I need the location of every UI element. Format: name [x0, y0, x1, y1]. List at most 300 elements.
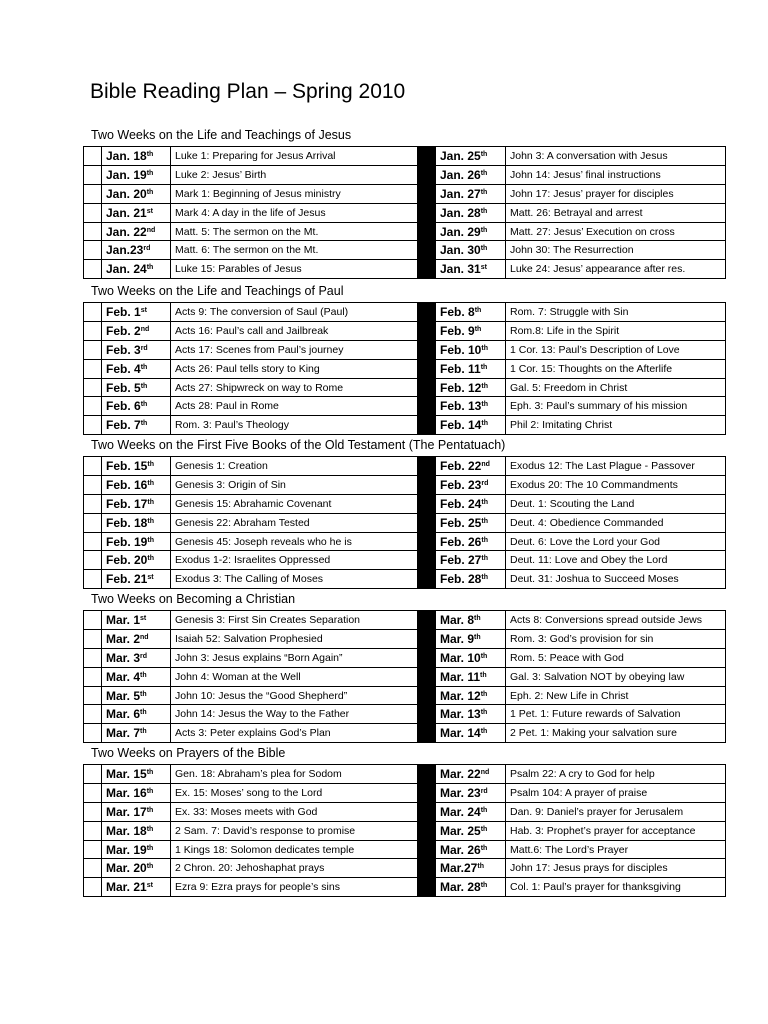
- left-reading-cell: Rom. 3: Paul’s Theology: [171, 416, 418, 435]
- left-reading-cell: Exodus 3: The Calling of Moses: [171, 570, 418, 589]
- left-date-cell: [102, 260, 171, 279]
- date-text: Feb. 27: [440, 553, 482, 568]
- spacer-cell: [84, 457, 102, 476]
- date-text: Feb. 7: [106, 418, 141, 433]
- reading-table: [83, 146, 726, 279]
- date-text: Feb. 3: [106, 342, 141, 357]
- left-date-cell: [102, 783, 171, 802]
- date-text: Mar. 23: [440, 785, 481, 800]
- spacer-cell: [84, 686, 102, 705]
- date-text: Mar. 15: [106, 766, 147, 781]
- table-row: [84, 686, 726, 705]
- divider-cell: [418, 165, 436, 184]
- divider-cell: [418, 629, 436, 648]
- left-reading-cell: 2 Chron. 20: Jehoshaphat prays: [171, 859, 418, 878]
- spacer-cell: [84, 513, 102, 532]
- date-text: Feb. 14: [440, 418, 482, 433]
- table-row: [84, 184, 726, 203]
- divider-cell: [418, 494, 436, 513]
- spacer-cell: [84, 260, 102, 279]
- right-date-cell: [436, 802, 506, 821]
- right-reading-cell: Eph. 3: Paul’s summary of his mission: [506, 397, 726, 416]
- spacer-cell: [84, 359, 102, 378]
- left-date-cell: [102, 802, 171, 821]
- right-date-cell: [436, 359, 506, 378]
- right-reading-cell: John 30: The Resurrection: [506, 241, 726, 260]
- spacer-cell: [84, 165, 102, 184]
- left-date-cell: [102, 648, 171, 667]
- date-suffix: th: [474, 614, 481, 622]
- left-date-cell: [102, 705, 171, 724]
- divider-cell: [418, 184, 436, 203]
- date-suffix: th: [480, 245, 488, 253]
- left-reading-cell: Acts 9: The conversion of Saul (Paul): [171, 303, 418, 322]
- right-reading-cell: Col. 1: Paul’s prayer for thanksgiving: [506, 878, 726, 897]
- divider-cell: [418, 513, 436, 532]
- date-suffix: th: [480, 188, 488, 196]
- spacer-cell: [84, 611, 102, 630]
- divider-cell: [418, 840, 436, 859]
- table-row: [84, 840, 726, 859]
- date-suffix: rd: [480, 787, 488, 795]
- spacer-cell: [84, 203, 102, 222]
- date-suffix: rd: [481, 479, 489, 487]
- date-text: Mar. 12: [440, 688, 481, 703]
- date-text: Feb. 21: [106, 572, 148, 587]
- right-date-cell: [436, 765, 506, 784]
- right-reading-cell: Matt. 27: Jesus’ Execution on cross: [506, 222, 726, 241]
- date-suffix: th: [480, 806, 488, 814]
- right-date-cell: [436, 241, 506, 260]
- date-text: Mar. 4: [106, 669, 141, 684]
- right-date-cell: [436, 705, 506, 724]
- date-text: Mar. 21: [106, 880, 147, 895]
- table-row: [84, 260, 726, 279]
- date-suffix: th: [481, 536, 488, 544]
- right-reading-cell: John 3: A conversation with Jesus: [506, 147, 726, 166]
- spacer-cell: [84, 783, 102, 802]
- table-row: [84, 802, 726, 821]
- left-date-cell: [102, 667, 171, 686]
- table-row: [84, 570, 726, 589]
- reading-table: [83, 302, 726, 435]
- date-suffix: st: [480, 264, 487, 272]
- right-reading-cell: Psalm 104: A prayer of praise: [506, 783, 726, 802]
- reading-table: [83, 456, 726, 589]
- date-suffix: th: [481, 344, 488, 352]
- table-row: [84, 648, 726, 667]
- date-text: Jan.23: [106, 243, 144, 258]
- spacer-cell: [84, 494, 102, 513]
- spacer-cell: [84, 878, 102, 897]
- right-reading-cell: Deut. 1: Scouting the Land: [506, 494, 726, 513]
- right-date-cell: [436, 686, 506, 705]
- divider-cell: [418, 147, 436, 166]
- left-reading-cell: Matt. 6: The sermon on the Mt.: [171, 241, 418, 260]
- date-text: Feb. 17: [106, 496, 148, 511]
- right-date-cell: [436, 457, 506, 476]
- spacer-cell: [84, 340, 102, 359]
- left-date-cell: [102, 570, 171, 589]
- left-date-cell: [102, 551, 171, 570]
- right-date-cell: [436, 611, 506, 630]
- left-date-cell: [102, 203, 171, 222]
- date-suffix: th: [140, 382, 148, 390]
- table-row: [84, 859, 726, 878]
- date-text: Feb. 4: [106, 361, 141, 376]
- date-text: Jan. 29: [440, 224, 481, 239]
- right-reading-cell: Acts 8: Conversions spread outside Jews: [506, 611, 726, 630]
- divider-cell: [418, 878, 436, 897]
- right-reading-cell: Exodus 12: The Last Plague - Passover: [506, 457, 726, 476]
- right-reading-cell: John 14: Jesus’ final instructions: [506, 165, 726, 184]
- left-date-cell: [102, 532, 171, 551]
- date-text: Mar. 22: [440, 766, 481, 781]
- date-suffix: th: [480, 671, 487, 679]
- date-suffix: th: [480, 226, 488, 234]
- right-date-cell: [436, 570, 506, 589]
- table-row: [84, 705, 726, 724]
- right-date-cell: [436, 551, 506, 570]
- date-suffix: st: [140, 614, 147, 622]
- table-row: [84, 494, 726, 513]
- spacer-cell: [84, 378, 102, 397]
- right-reading-cell: Exodus 20: The 10 Commandments: [506, 475, 726, 494]
- right-reading-cell: 2 Pet. 1: Making your salvation sure: [506, 724, 726, 743]
- table-row: [84, 667, 726, 686]
- divider-cell: [418, 611, 436, 630]
- spacer-cell: [84, 551, 102, 570]
- date-text: Feb. 15: [106, 458, 148, 473]
- section-heading: Two Weeks on Becoming a Christian: [91, 592, 296, 606]
- date-text: Feb. 13: [440, 399, 482, 414]
- left-reading-cell: John 10: Jesus the “Good Shepherd”: [171, 686, 418, 705]
- right-reading-cell: Eph. 2: New Life in Christ: [506, 686, 726, 705]
- spacer-cell: [84, 241, 102, 260]
- date-text: Feb. 26: [440, 534, 482, 549]
- table-row: [84, 378, 726, 397]
- spacer-cell: [84, 724, 102, 743]
- date-suffix: th: [480, 207, 488, 215]
- left-reading-cell: John 4: Woman at the Well: [171, 667, 418, 686]
- date-text: Mar. 1: [106, 612, 141, 627]
- date-text: Jan. 24: [106, 262, 147, 277]
- left-date-cell: [102, 416, 171, 435]
- table-row: [84, 513, 726, 532]
- left-reading-cell: Acts 16: Paul’s call and Jailbreak: [171, 321, 418, 340]
- left-reading-cell: Mark 1: Beginning of Jesus ministry: [171, 184, 418, 203]
- date-suffix: nd: [140, 325, 150, 333]
- date-suffix: th: [140, 709, 147, 717]
- right-date-cell: [436, 321, 506, 340]
- left-reading-cell: Acts 27: Shipwreck on way to Rome: [171, 378, 418, 397]
- date-text: Feb. 5: [106, 380, 141, 395]
- date-text: Jan. 26: [440, 167, 481, 182]
- left-reading-cell: Ezra 9: Ezra prays for people’s sins: [171, 878, 418, 897]
- date-text: Feb. 16: [106, 477, 148, 492]
- date-suffix: th: [480, 882, 488, 890]
- table-row: [84, 457, 726, 476]
- spacer-cell: [84, 840, 102, 859]
- table-row: [84, 165, 726, 184]
- section-heading: Two Weeks on the Life and Teachings of Paul: [91, 284, 344, 298]
- left-date-cell: [102, 821, 171, 840]
- left-reading-cell: Exodus 1-2: Israelites Oppressed: [171, 551, 418, 570]
- right-date-cell: [436, 416, 506, 435]
- left-reading-cell: Genesis 45: Joseph reveals who he is: [171, 532, 418, 551]
- date-text: Feb. 10: [440, 342, 482, 357]
- divider-cell: [418, 203, 436, 222]
- left-date-cell: [102, 765, 171, 784]
- date-suffix: th: [140, 728, 147, 736]
- spacer-cell: [84, 765, 102, 784]
- left-reading-cell: Isaiah 52: Salvation Prophesied: [171, 629, 418, 648]
- date-suffix: th: [477, 863, 484, 871]
- divider-cell: [418, 667, 436, 686]
- date-suffix: th: [147, 498, 154, 506]
- divider-cell: [418, 532, 436, 551]
- divider-cell: [418, 783, 436, 802]
- spacer-cell: [84, 303, 102, 322]
- right-date-cell: [436, 222, 506, 241]
- date-text: Feb. 1: [106, 304, 141, 319]
- date-suffix: nd: [140, 633, 149, 641]
- date-text: Feb. 11: [440, 361, 481, 376]
- right-reading-cell: 1 Pet. 1: Future rewards of Salvation: [506, 705, 726, 724]
- divider-cell: [418, 821, 436, 840]
- date-suffix: th: [146, 264, 154, 272]
- date-text: Mar. 11: [440, 669, 481, 684]
- left-date-cell: [102, 859, 171, 878]
- spacer-cell: [84, 705, 102, 724]
- left-date-cell: [102, 378, 171, 397]
- left-reading-cell: Luke 15: Parables of Jesus: [171, 260, 418, 279]
- date-suffix: th: [147, 460, 154, 468]
- date-suffix: th: [480, 825, 488, 833]
- divider-cell: [418, 303, 436, 322]
- date-text: Jan. 18: [106, 148, 147, 163]
- left-reading-cell: 1 Kings 18: Solomon dedicates temple: [171, 840, 418, 859]
- spacer-cell: [84, 667, 102, 686]
- right-date-cell: [436, 184, 506, 203]
- right-reading-cell: Deut. 31: Joshua to Succeed Moses: [506, 570, 726, 589]
- date-suffix: nd: [146, 226, 156, 234]
- left-date-cell: [102, 397, 171, 416]
- right-date-cell: [436, 513, 506, 532]
- date-suffix: th: [147, 517, 154, 525]
- left-reading-cell: Genesis 3: First Sin Creates Separation: [171, 611, 418, 630]
- date-text: Jan. 22: [106, 224, 147, 239]
- left-reading-cell: Genesis 15: Abrahamic Covenant: [171, 494, 418, 513]
- left-date-cell: [102, 686, 171, 705]
- right-date-cell: [436, 629, 506, 648]
- divider-cell: [418, 359, 436, 378]
- right-reading-cell: Rom. 3: God’s provision for sin: [506, 629, 726, 648]
- spacer-cell: [84, 532, 102, 551]
- date-suffix: th: [140, 690, 147, 698]
- divider-cell: [418, 570, 436, 589]
- left-reading-cell: Acts 3: Peter explains God’s Plan: [171, 724, 418, 743]
- right-date-cell: [436, 821, 506, 840]
- date-suffix: st: [146, 882, 153, 890]
- table-row: [84, 532, 726, 551]
- right-date-cell: [436, 859, 506, 878]
- divider-cell: [418, 457, 436, 476]
- left-reading-cell: 2 Sam. 7: David’s response to promise: [171, 821, 418, 840]
- right-reading-cell: Matt.6: The Lord’s Prayer: [506, 840, 726, 859]
- date-text: Mar.27: [440, 861, 478, 876]
- date-text: Jan. 20: [106, 186, 147, 201]
- date-text: Mar. 17: [106, 804, 147, 819]
- date-suffix: th: [474, 633, 481, 641]
- date-text: Mar. 9: [440, 631, 475, 646]
- date-text: Mar. 13: [440, 707, 481, 722]
- left-reading-cell: Ex. 15: Moses’ song to the Lord: [171, 783, 418, 802]
- section-heading: Two Weeks on the First Five Books of the Old Testament (The Pentatuach): [91, 438, 506, 452]
- date-text: Mar. 8: [440, 612, 475, 627]
- date-suffix: th: [147, 479, 154, 487]
- left-reading-cell: Genesis 22: Abraham Tested: [171, 513, 418, 532]
- right-date-cell: [436, 494, 506, 513]
- table-row: [84, 551, 726, 570]
- date-suffix: nd: [481, 460, 490, 468]
- right-reading-cell: Matt. 26: Betrayal and arrest: [506, 203, 726, 222]
- date-text: Mar. 20: [106, 861, 147, 876]
- left-date-cell: [102, 147, 171, 166]
- date-suffix: th: [147, 555, 154, 563]
- date-suffix: th: [480, 652, 488, 660]
- left-date-cell: [102, 457, 171, 476]
- date-suffix: th: [146, 825, 154, 833]
- date-text: Mar. 7: [106, 726, 141, 741]
- right-date-cell: [436, 397, 506, 416]
- divider-cell: [418, 340, 436, 359]
- date-text: Mar. 28: [440, 880, 481, 895]
- left-date-cell: [102, 611, 171, 630]
- right-reading-cell: Rom. 7: Struggle with Sin: [506, 303, 726, 322]
- date-text: Feb. 8: [440, 304, 475, 319]
- table-row: [84, 203, 726, 222]
- date-suffix: th: [140, 420, 148, 428]
- spacer-cell: [84, 184, 102, 203]
- page-title: Bible Reading Plan – Spring 2010: [90, 80, 406, 103]
- spacer-cell: [84, 570, 102, 589]
- date-text: Feb. 18: [106, 515, 148, 530]
- date-suffix: th: [146, 768, 154, 776]
- table-row: [84, 321, 726, 340]
- divider-cell: [418, 765, 436, 784]
- right-date-cell: [436, 532, 506, 551]
- date-text: Jan. 21: [106, 205, 147, 220]
- date-text: Feb. 2: [106, 323, 141, 338]
- date-suffix: th: [481, 498, 488, 506]
- date-text: Feb. 6: [106, 399, 141, 414]
- right-reading-cell: Deut. 6: Love the Lord your God: [506, 532, 726, 551]
- right-reading-cell: Deut. 11: Love and Obey the Lord: [506, 551, 726, 570]
- date-suffix: th: [474, 325, 482, 333]
- spacer-cell: [84, 629, 102, 648]
- divider-cell: [418, 802, 436, 821]
- spacer-cell: [84, 859, 102, 878]
- left-date-cell: [102, 878, 171, 897]
- table-row: [84, 765, 726, 784]
- table-row: [84, 783, 726, 802]
- date-text: Mar. 6: [106, 707, 141, 722]
- date-text: Mar. 5: [106, 688, 141, 703]
- date-text: Feb. 25: [440, 515, 482, 530]
- date-text: Jan. 27: [440, 186, 481, 201]
- table-row: [84, 821, 726, 840]
- left-date-cell: [102, 321, 171, 340]
- date-suffix: th: [140, 671, 147, 679]
- divider-cell: [418, 241, 436, 260]
- date-suffix: th: [146, 806, 154, 814]
- date-suffix: th: [480, 363, 488, 371]
- right-reading-cell: 1 Cor. 13: Paul’s Description of Love: [506, 340, 726, 359]
- left-date-cell: [102, 475, 171, 494]
- spacer-cell: [84, 416, 102, 435]
- table-row: [84, 340, 726, 359]
- date-text: Mar. 16: [106, 785, 147, 800]
- right-reading-cell: Psalm 22: A cry to God for help: [506, 765, 726, 784]
- date-suffix: th: [480, 150, 488, 158]
- left-date-cell: [102, 165, 171, 184]
- left-date-cell: [102, 629, 171, 648]
- spacer-cell: [84, 475, 102, 494]
- section-heading: Two Weeks on the Life and Teachings of Jesus: [91, 128, 352, 142]
- right-reading-cell: 1 Cor. 15: Thoughts on the Afterlife: [506, 359, 726, 378]
- date-text: Jan. 19: [106, 167, 147, 182]
- right-reading-cell: Hab. 3: Prophet’s prayer for acceptance: [506, 821, 726, 840]
- left-reading-cell: Ex. 33: Moses meets with God: [171, 802, 418, 821]
- right-date-cell: [436, 147, 506, 166]
- table-row: [84, 475, 726, 494]
- date-suffix: th: [481, 401, 488, 409]
- reading-table: [83, 764, 726, 897]
- divider-cell: [418, 859, 436, 878]
- date-suffix: th: [480, 690, 488, 698]
- date-suffix: th: [474, 306, 482, 314]
- reading-table: [83, 610, 726, 743]
- right-reading-cell: Luke 24: Jesus’ appearance after res.: [506, 260, 726, 279]
- divider-cell: [418, 222, 436, 241]
- left-date-cell: [102, 494, 171, 513]
- right-reading-cell: Phil 2: Imitating Christ: [506, 416, 726, 435]
- left-reading-cell: John 14: Jesus the Way to the Father: [171, 705, 418, 724]
- table-row: [84, 416, 726, 435]
- date-text: Mar. 10: [440, 650, 481, 665]
- left-date-cell: [102, 724, 171, 743]
- date-text: Mar. 19: [106, 842, 147, 857]
- date-text: Mar. 14: [440, 726, 481, 741]
- date-text: Feb. 12: [440, 380, 482, 395]
- spacer-cell: [84, 321, 102, 340]
- right-reading-cell: Rom. 5: Peace with God: [506, 648, 726, 667]
- date-suffix: rd: [140, 652, 148, 660]
- date-suffix: th: [146, 844, 154, 852]
- date-suffix: th: [480, 169, 488, 177]
- left-date-cell: [102, 241, 171, 260]
- date-suffix: th: [481, 574, 488, 582]
- left-reading-cell: Acts 28: Paul in Rome: [171, 397, 418, 416]
- divider-cell: [418, 321, 436, 340]
- spacer-cell: [84, 222, 102, 241]
- right-date-cell: [436, 378, 506, 397]
- left-reading-cell: Gen. 18: Abraham’s plea for Sodom: [171, 765, 418, 784]
- right-date-cell: [436, 840, 506, 859]
- date-suffix: th: [146, 150, 154, 158]
- divider-cell: [418, 260, 436, 279]
